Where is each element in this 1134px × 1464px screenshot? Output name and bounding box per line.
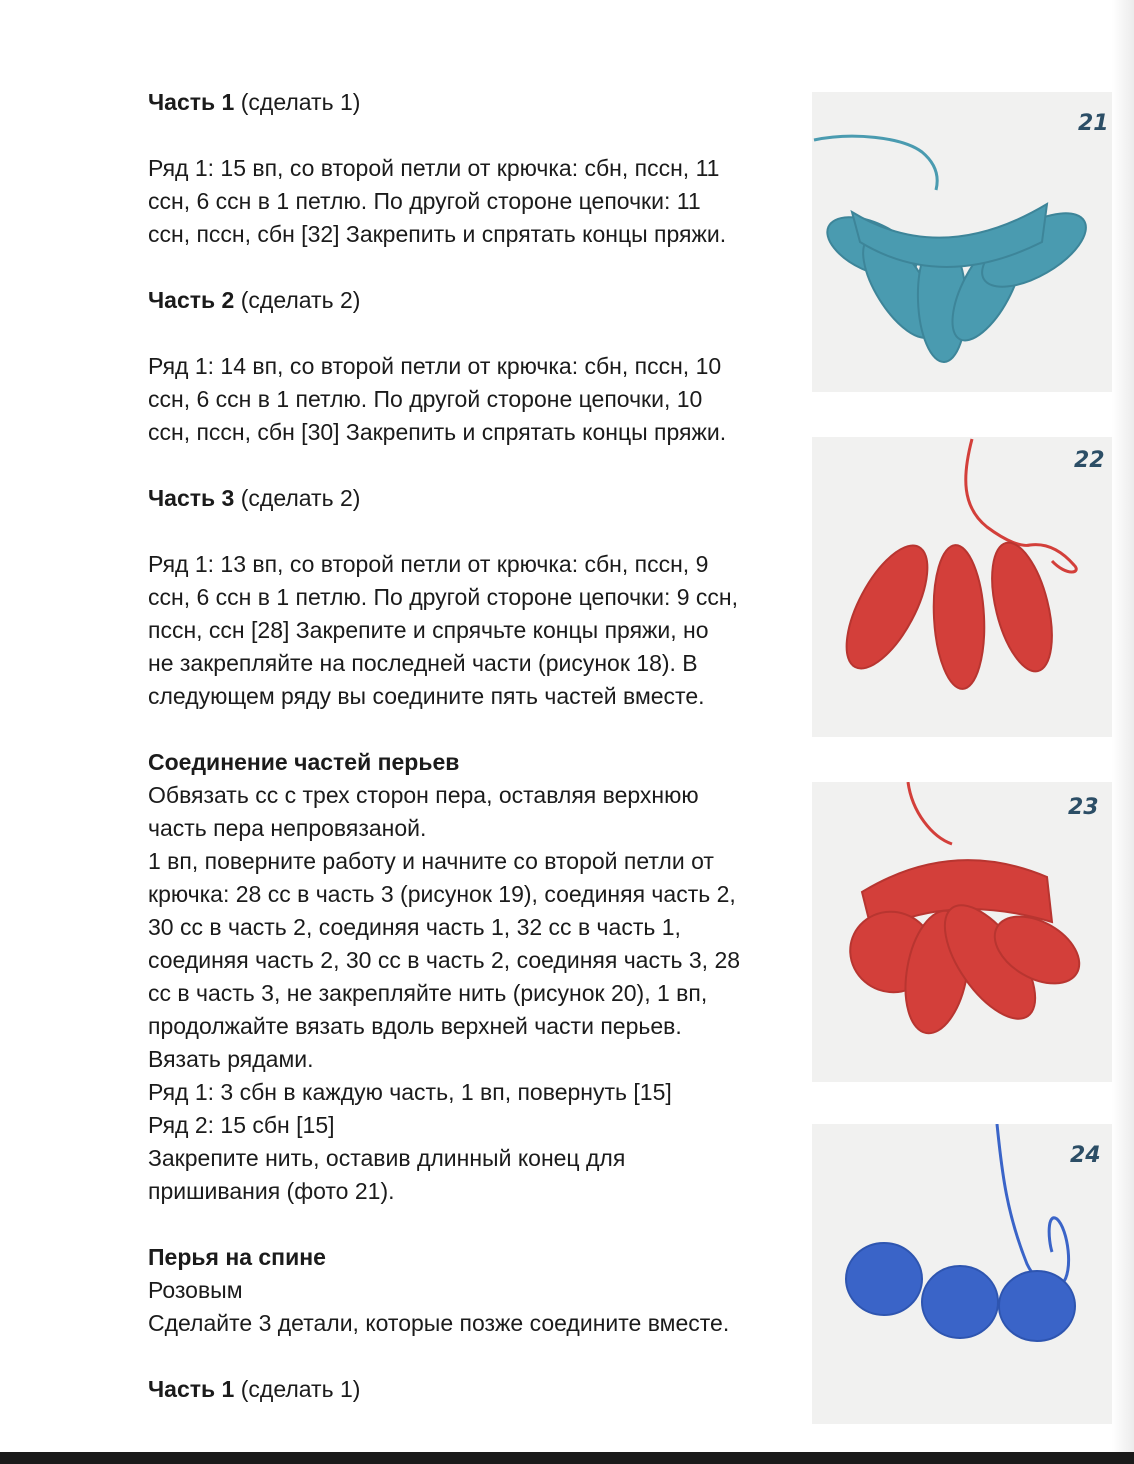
- page-bottom-edge: [0, 1452, 1134, 1464]
- section-heading: Часть 1 (сделать 1): [148, 1376, 361, 1402]
- photo-24: [812, 1124, 1112, 1424]
- crochet-blue-circles: [812, 1124, 1112, 1424]
- crochet-fan-blue: [812, 92, 1112, 392]
- svg-text:22: 22: [1074, 448, 1105, 473]
- section-heading: Перья на спине: [148, 1244, 326, 1270]
- photo-21: [812, 92, 1112, 392]
- section-heading: Соединение частей перьев: [148, 749, 460, 775]
- paragraph: Ряд 1: 14 вп, со второй петли от крючка: сбн, пссн, 10 ссн, 6 ссн в 1 петлю. По другой стороне цепочки, 10 ссн, пссн, сбн [30] Закрепить и спрятать концы пряжи.: [148, 353, 727, 445]
- paragraph: Ряд 1: 15 вп, со второй петли от крючка: сбн, пссн, 11 ссн, 6 ссн в 1 петлю. По другой стороне цепочки: 11 ссн, пссн, сбн [32] Закрепить и спрятать концы пряжи.: [148, 155, 727, 247]
- paragraph: Розовым Сделайте 3 детали, которые позже соедините вместе.: [148, 1277, 730, 1336]
- section-heading: Часть 3 (сделать 2): [148, 485, 361, 511]
- paragraph: Обвязать сс с трех сторон пера, оставляя верхнюю часть пера непровязаной. 1 вп, поверните работу и начните со второй петли от крючка: 28 сс в часть 3 (рисунок 19), соединяя часть 2, 30 сс в часть 2, соединяя часть 1, 32 сс в часть 1, соединяя часть 2, 30 сс в часть 2, соединяя часть 3, 28 сс в часть 3, не закрепляйте нить (рисунок 20), 1 вп, продолжайте вязать вдоль верхней части перьев. Вязать рядами. Ряд 1: 3 сбн в каждую часть, 1 вп, повернуть [15] Ряд 2: 15 сбн [15] Закрепите нить, оставив длинный конец для пришивания (фото 21).: [148, 782, 741, 1204]
- photo-22: [812, 437, 1112, 737]
- section-heading: Часть 1 (сделать 1): [148, 89, 361, 115]
- section-heading: Часть 2 (сделать 2): [148, 287, 361, 313]
- svg-text:24: 24: [1070, 1143, 1101, 1168]
- svg-text:23: 23: [1068, 795, 1099, 820]
- page-shadow: [1112, 0, 1134, 1452]
- svg-text:21: 21: [1078, 111, 1109, 136]
- photo-23: [812, 782, 1112, 1082]
- instructions-column: [148, 86, 798, 1406]
- crochet-fan-red: [812, 782, 1112, 1082]
- paragraph: Ряд 1: 13 вп, со второй петли от крючка: сбн, пссн, 9 ссн, 6 ссн в 1 петлю. По другой стороне цепочки: 9 ссн, пссн, ссн [28] Закрепите и спрячьте концы пряжи, но не закрепляйте на последней части (рисунок 18). В следующем ряду вы соедините пять частей вместе.: [148, 551, 739, 709]
- crochet-red-pieces: [812, 437, 1112, 737]
